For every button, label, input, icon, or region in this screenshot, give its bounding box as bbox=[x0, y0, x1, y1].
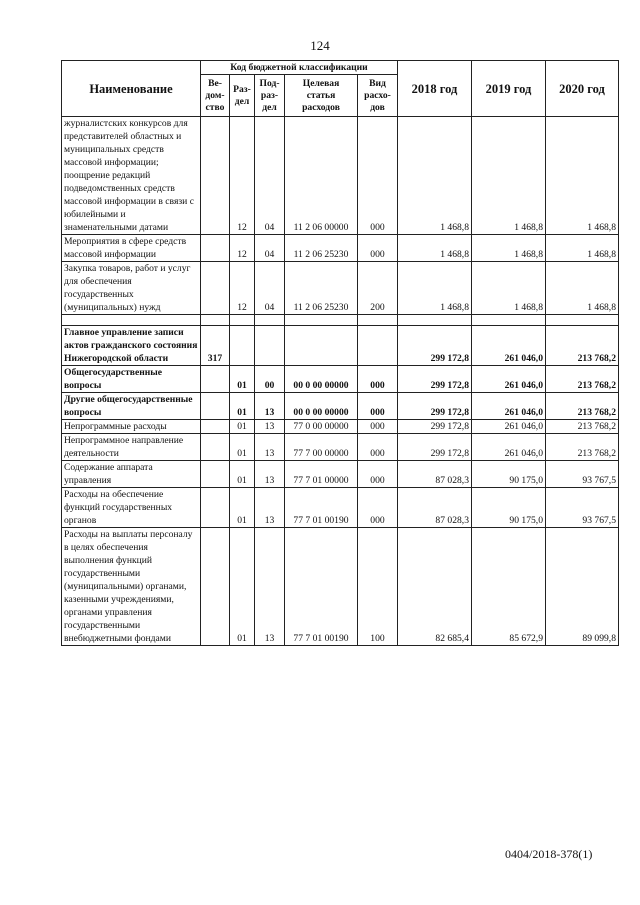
row-value-2020: 213 768,2 bbox=[546, 393, 619, 420]
row-celevaya-statya: 11 2 06 00000 bbox=[285, 117, 358, 235]
row-value-2019: 1 468,8 bbox=[472, 262, 546, 315]
row-value-2020: 1 468,8 bbox=[546, 262, 619, 315]
empty-cell bbox=[62, 315, 201, 326]
row-value-2020: 213 768,2 bbox=[546, 434, 619, 461]
row-celevaya-statya: 11 2 06 25230 bbox=[285, 235, 358, 262]
row-podrazdel: 13 bbox=[255, 461, 285, 488]
row-podrazdel: 13 bbox=[255, 528, 285, 646]
row-name: Непрограммные расходы bbox=[62, 420, 201, 434]
header-celevaya-statya: Целевая статья расходов bbox=[285, 75, 358, 117]
budget-table bbox=[61, 60, 619, 646]
row-value-2019: 1 468,8 bbox=[472, 235, 546, 262]
table-row bbox=[62, 488, 619, 528]
row-celevaya-statya: 77 0 00 00000 bbox=[285, 420, 358, 434]
row-vedomstvo bbox=[201, 117, 230, 235]
row-celevaya-statya bbox=[285, 326, 358, 366]
table-row bbox=[62, 366, 619, 393]
row-razdel: 01 bbox=[230, 461, 255, 488]
table-row bbox=[62, 326, 619, 366]
row-vedomstvo bbox=[201, 461, 230, 488]
row-value-2018: 87 028,3 bbox=[398, 461, 472, 488]
table-body bbox=[62, 117, 619, 646]
row-value-2020: 1 468,8 bbox=[546, 117, 619, 235]
empty-cell bbox=[255, 315, 285, 326]
row-razdel: 01 bbox=[230, 528, 255, 646]
row-value-2020: 89 099,8 bbox=[546, 528, 619, 646]
row-vid-rashodov bbox=[358, 326, 398, 366]
empty-cell bbox=[285, 315, 358, 326]
row-value-2018: 299 172,8 bbox=[398, 434, 472, 461]
header-code-group: Код бюджетной классификации bbox=[201, 61, 398, 75]
row-value-2018: 87 028,3 bbox=[398, 488, 472, 528]
empty-cell bbox=[358, 315, 398, 326]
row-vid-rashodov: 000 bbox=[358, 235, 398, 262]
row-value-2018: 299 172,8 bbox=[398, 326, 472, 366]
row-name: Другие общегосударственные вопросы bbox=[62, 393, 201, 420]
header-razdel: Раз- дел bbox=[230, 75, 255, 117]
header-2019: 2019 год bbox=[472, 61, 546, 117]
row-value-2019: 90 175,0 bbox=[472, 488, 546, 528]
header-name: Наименование bbox=[62, 61, 201, 117]
row-celevaya-statya: 11 2 06 25230 bbox=[285, 262, 358, 315]
row-podrazdel: 13 bbox=[255, 434, 285, 461]
row-vid-rashodov: 000 bbox=[358, 461, 398, 488]
table-row bbox=[62, 235, 619, 262]
row-podrazdel: 00 bbox=[255, 366, 285, 393]
row-podrazdel bbox=[255, 326, 285, 366]
table-header bbox=[62, 61, 619, 117]
row-value-2019: 261 046,0 bbox=[472, 434, 546, 461]
empty-cell bbox=[201, 315, 230, 326]
row-vid-rashodov: 000 bbox=[358, 488, 398, 528]
empty-cell bbox=[546, 315, 619, 326]
row-name: Непрограммное направление деятельности bbox=[62, 434, 201, 461]
table-row bbox=[62, 117, 619, 235]
row-name: Главное управление записи актов гражданского состояния Нижегородской области bbox=[62, 326, 201, 366]
row-value-2018: 1 468,8 bbox=[398, 262, 472, 315]
row-celevaya-statya: 77 7 00 00000 bbox=[285, 434, 358, 461]
empty-cell bbox=[398, 315, 472, 326]
row-value-2019: 261 046,0 bbox=[472, 326, 546, 366]
table-row bbox=[62, 420, 619, 434]
row-name: Содержание аппарата управления bbox=[62, 461, 201, 488]
row-value-2018: 299 172,8 bbox=[398, 393, 472, 420]
row-name: Расходы на выплаты персоналу в целях обеспечения выполнения функций государственными (муниципальными) органами, казенными учреждениями, органами управления государственными внебюджетными фондами bbox=[62, 528, 201, 646]
row-vid-rashodov: 200 bbox=[358, 262, 398, 315]
row-razdel: 01 bbox=[230, 488, 255, 528]
row-podrazdel: 04 bbox=[255, 117, 285, 235]
row-vedomstvo bbox=[201, 235, 230, 262]
row-vedomstvo bbox=[201, 528, 230, 646]
row-value-2020: 93 767,5 bbox=[546, 488, 619, 528]
row-podrazdel: 13 bbox=[255, 420, 285, 434]
row-razdel bbox=[230, 326, 255, 366]
header-vid-rashodov: Вид расхо- дов bbox=[358, 75, 398, 117]
row-vedomstvo bbox=[201, 420, 230, 434]
table-row bbox=[62, 393, 619, 420]
row-value-2019: 261 046,0 bbox=[472, 393, 546, 420]
table-row bbox=[62, 434, 619, 461]
table-row bbox=[62, 528, 619, 646]
row-celevaya-statya: 77 7 01 00190 bbox=[285, 528, 358, 646]
row-name: Расходы на обеспечение функций государственных органов bbox=[62, 488, 201, 528]
document-code: 0404/2018-378(1) bbox=[505, 847, 593, 861]
row-value-2020: 93 767,5 bbox=[546, 461, 619, 488]
row-value-2018: 299 172,8 bbox=[398, 366, 472, 393]
row-vid-rashodov: 000 bbox=[358, 434, 398, 461]
row-vedomstvo bbox=[201, 366, 230, 393]
page-number: 124 bbox=[310, 38, 330, 53]
row-value-2020: 213 768,2 bbox=[546, 326, 619, 366]
spacer-row bbox=[62, 315, 619, 326]
row-value-2018: 82 685,4 bbox=[398, 528, 472, 646]
row-razdel: 01 bbox=[230, 366, 255, 393]
row-razdel: 12 bbox=[230, 262, 255, 315]
row-name: Общегосударственные вопросы bbox=[62, 366, 201, 393]
row-value-2019: 1 468,8 bbox=[472, 117, 546, 235]
empty-cell bbox=[230, 315, 255, 326]
row-vid-rashodov: 000 bbox=[358, 420, 398, 434]
row-razdel: 01 bbox=[230, 434, 255, 461]
row-value-2019: 261 046,0 bbox=[472, 366, 546, 393]
header-vedomstvo: Ве- дом- ство bbox=[201, 75, 230, 117]
header-2018: 2018 год bbox=[398, 61, 472, 117]
row-razdel: 12 bbox=[230, 117, 255, 235]
row-razdel: 01 bbox=[230, 393, 255, 420]
row-vid-rashodov: 000 bbox=[358, 393, 398, 420]
row-celevaya-statya: 00 0 00 00000 bbox=[285, 393, 358, 420]
row-celevaya-statya: 77 7 01 00190 bbox=[285, 488, 358, 528]
row-value-2018: 1 468,8 bbox=[398, 117, 472, 235]
row-value-2019: 90 175,0 bbox=[472, 461, 546, 488]
table-row bbox=[62, 262, 619, 315]
row-name: журналистских конкурсов для представителей областных и муниципальных средств массовой информации; поощрение редакций подведомственных средств массовой информации в связи с юбилейными и знаменательными датами bbox=[62, 117, 201, 235]
row-vid-rashodov: 100 bbox=[358, 528, 398, 646]
row-vedomstvo bbox=[201, 434, 230, 461]
row-razdel: 12 bbox=[230, 235, 255, 262]
row-vedomstvo bbox=[201, 262, 230, 315]
empty-cell bbox=[472, 315, 546, 326]
row-celevaya-statya: 00 0 00 00000 bbox=[285, 366, 358, 393]
row-value-2019: 261 046,0 bbox=[472, 420, 546, 434]
row-name: Закупка товаров, работ и услуг для обеспечения государственных (муниципальных) нужд bbox=[62, 262, 201, 315]
row-vedomstvo: 317 bbox=[201, 326, 230, 366]
table-row bbox=[62, 461, 619, 488]
header-podrazdel: Под- раз- дел bbox=[255, 75, 285, 117]
row-value-2019: 85 672,9 bbox=[472, 528, 546, 646]
row-podrazdel: 04 bbox=[255, 262, 285, 315]
header-2020: 2020 год bbox=[546, 61, 619, 117]
row-podrazdel: 13 bbox=[255, 393, 285, 420]
row-podrazdel: 04 bbox=[255, 235, 285, 262]
row-value-2020: 1 468,8 bbox=[546, 235, 619, 262]
row-vid-rashodov: 000 bbox=[358, 117, 398, 235]
row-value-2020: 213 768,2 bbox=[546, 420, 619, 434]
row-vedomstvo bbox=[201, 488, 230, 528]
row-vid-rashodov: 000 bbox=[358, 366, 398, 393]
row-vedomstvo bbox=[201, 393, 230, 420]
row-podrazdel: 13 bbox=[255, 488, 285, 528]
row-name: Мероприятия в сфере средств массовой информации bbox=[62, 235, 201, 262]
row-value-2018: 299 172,8 bbox=[398, 420, 472, 434]
row-value-2018: 1 468,8 bbox=[398, 235, 472, 262]
row-value-2020: 213 768,2 bbox=[546, 366, 619, 393]
row-razdel: 01 bbox=[230, 420, 255, 434]
row-celevaya-statya: 77 7 01 00000 bbox=[285, 461, 358, 488]
